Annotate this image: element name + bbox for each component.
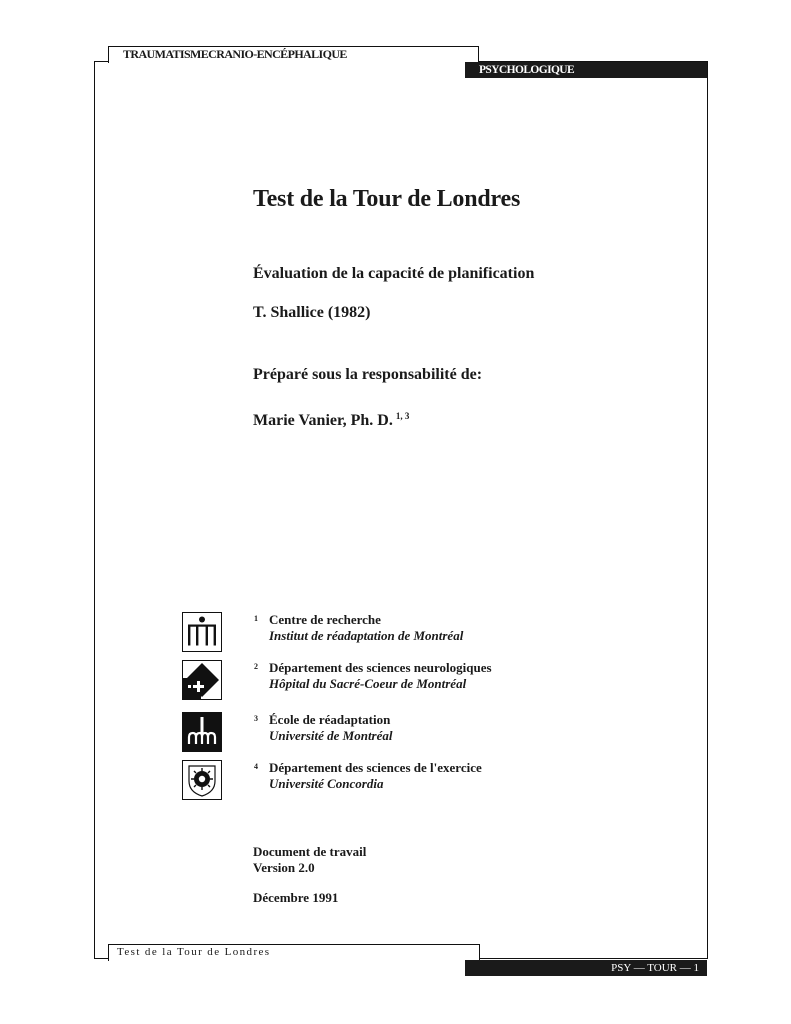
affiliation-2-institution: Hôpital du Sacré-Coeur de Montréal [269,676,467,691]
affiliation-1-department: Centre de recherche [269,612,381,627]
document-subtitle: Évaluation de la capacité de planification [253,265,535,282]
concordia-logo-icon [182,760,222,800]
affiliation-4 [182,760,562,802]
affiliation-3 [182,712,562,754]
affiliation-4-number: 4 [254,762,258,771]
affiliation-2-number: 2 [254,662,258,671]
document-type: Document de travail [253,844,367,859]
affiliation-4-institution: Université Concordia [269,776,384,791]
header-section-label: TRAUMATISMECRANIO-ENCÉPHALIQUE [108,46,479,63]
author-name: Marie Vanier, Ph. D. [253,412,393,429]
affiliation-4-department: Département des sciences de l'exercice [269,760,482,775]
document-title: Test de la Tour de Londres [253,186,521,212]
author-reference: T. Shallice (1982) [253,304,371,321]
irm-logo-icon [182,612,222,652]
author-affiliation-refs: 1, 3 [395,411,410,421]
affiliation-2 [182,660,562,702]
affiliation-3-institution: Université de Montréal [269,728,393,743]
header-category-label: PSYCHOLOGIQUE [465,62,707,78]
affiliation-3-number: 3 [254,714,258,723]
affiliation-3-department: École de réadaptation [269,712,391,727]
affiliation-2-department: Département des sciences neurologiques [269,660,492,675]
udem-logo-icon [182,712,222,752]
document-version: Version 2.0 [253,860,315,875]
author-line [253,411,409,430]
footer-document-title: Test de la Tour de Londres [108,944,480,961]
affiliation-1-institution: Institut de réadaptation de Montréal [269,628,464,643]
affiliation-1 [182,612,562,654]
footer-page-reference: PSY — TOUR — 1 [465,960,707,976]
affiliation-1-number: 1 [254,614,258,623]
hsc-logo-icon [182,660,222,700]
prepared-by-label: Préparé sous la responsabilité de: [253,366,483,383]
document-date: Décembre 1991 [253,890,339,905]
